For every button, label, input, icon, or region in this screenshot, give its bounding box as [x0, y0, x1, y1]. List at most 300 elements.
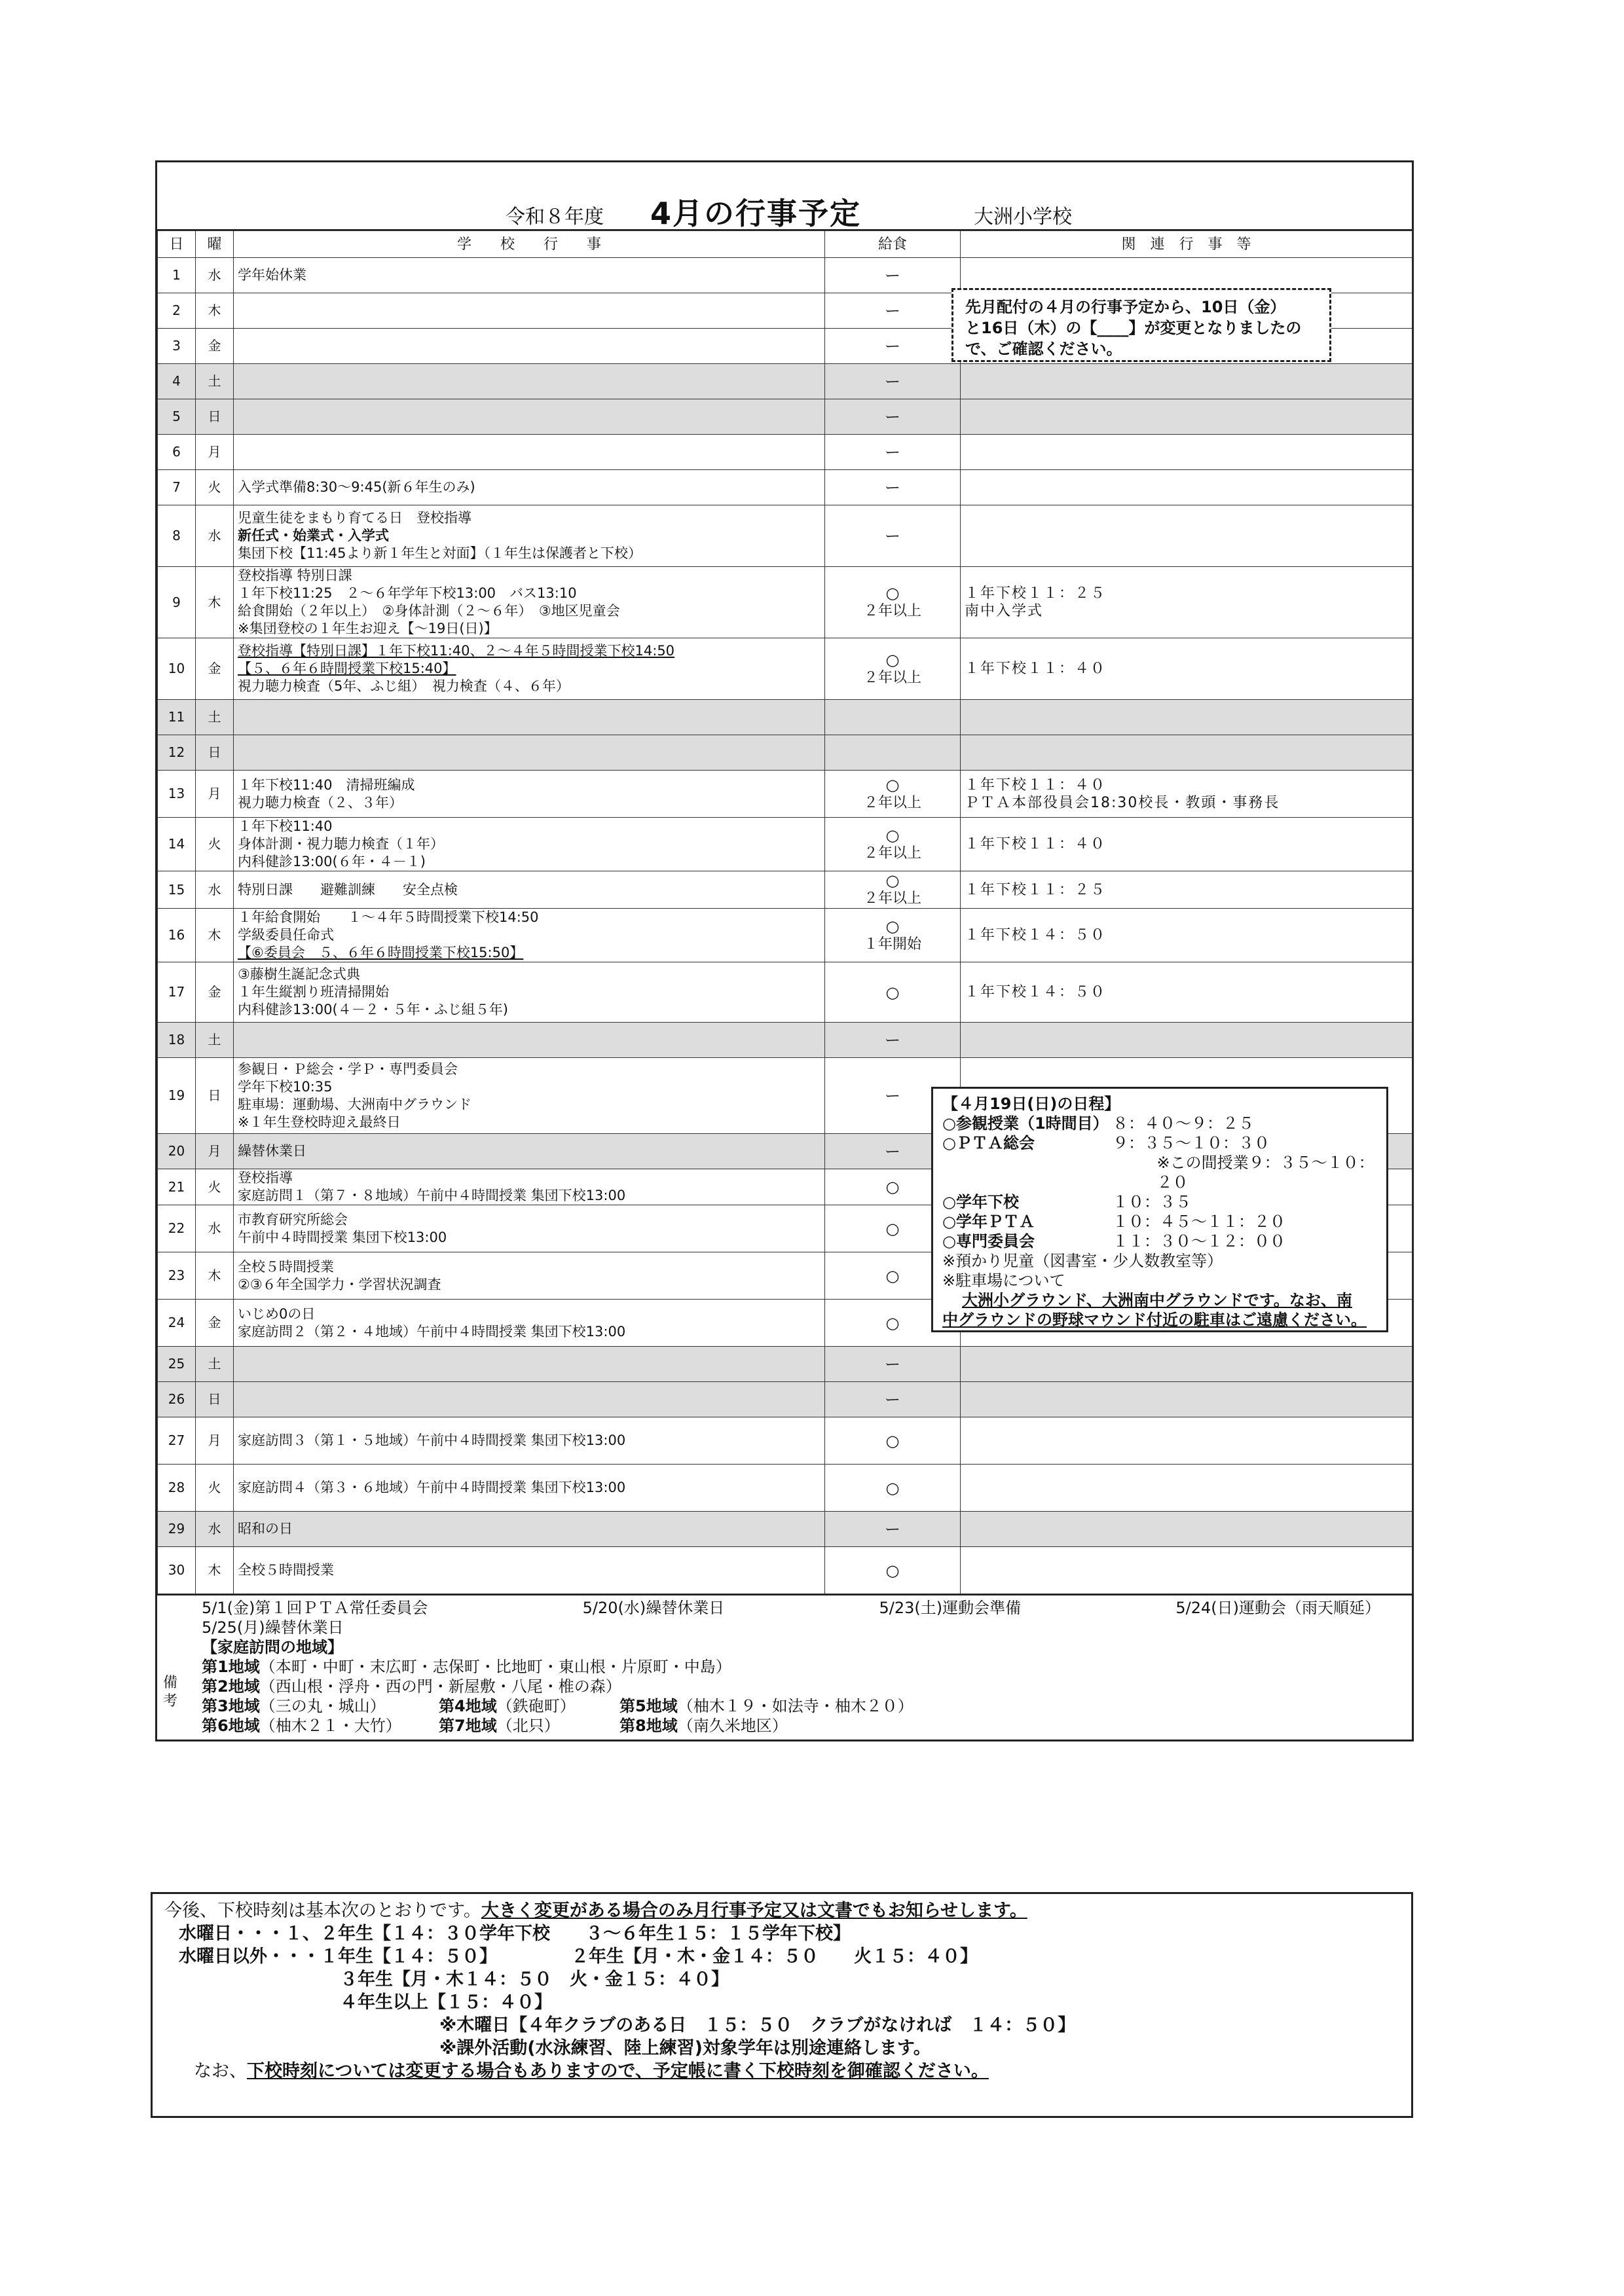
day-cell: 29 — [158, 1512, 196, 1547]
day-cell: 10 — [158, 638, 196, 700]
document-header — [157, 162, 1412, 230]
lunch-mark: ー — [885, 266, 900, 285]
schedule-frame — [155, 160, 1414, 1741]
events-cell — [234, 1205, 825, 1252]
related-cell — [961, 909, 1412, 962]
event-line: 登校指導 特別日課 — [238, 568, 352, 583]
weekday-cell: 土 — [196, 1023, 234, 1058]
schedule-item-time: １０：４５～１１：２０ — [1113, 1212, 1285, 1231]
events-cell — [234, 871, 825, 909]
event-line: １年生縦割り班清掃開始 — [238, 984, 389, 1000]
related-cell — [961, 1547, 1412, 1594]
schedule-item-label: ○専門委員会 — [942, 1232, 1035, 1250]
event-line: 駐車場：運動場、大洲南中グラウンド — [238, 1096, 471, 1112]
events-cell — [234, 638, 825, 700]
weekday-cell: 木 — [196, 293, 234, 329]
day-cell: 9 — [158, 567, 196, 638]
lunch-mark: ○ — [885, 1561, 900, 1580]
event-line: １年下校11:25 ２～６年学年下校13:00 バス13:10 — [238, 585, 577, 601]
area-name: 第5地域 — [619, 1697, 678, 1715]
schedule-item-label: ○学年下校 — [942, 1193, 1019, 1211]
weekday-cell: 火 — [196, 1465, 234, 1512]
events-cell — [234, 1347, 825, 1382]
lunch-cell — [825, 771, 961, 818]
related-cell — [961, 871, 1412, 909]
remark-item: 5/25(月)繰替休業日 — [202, 1618, 344, 1637]
lunch-mark: ー — [885, 1142, 900, 1161]
events-cell — [234, 1417, 825, 1465]
event-line: 給食開始（２年以上） ②身体計測（２～６年） ③地区児童会 — [238, 603, 620, 619]
lunch-cell — [825, 638, 961, 700]
weekday-cell: 水 — [196, 1512, 234, 1547]
school-name: 大洲小学校 — [974, 206, 1072, 228]
schedule-item-label: ○学年ＰＴＡ — [942, 1212, 1035, 1231]
remarks-label: 備考 — [162, 1675, 177, 1709]
closing-prefix: なお、 — [194, 2061, 247, 2081]
lunch-cell — [825, 329, 961, 364]
related-cell — [961, 1512, 1412, 1547]
schedule-box-title: 【４月19日(日)の日程】 — [942, 1095, 1120, 1113]
events-cell — [234, 505, 825, 567]
area-list: （柚木１９・如法寺・柚木２０） — [677, 1697, 913, 1715]
lunch-mark: ー — [885, 443, 900, 462]
event-line: 全校５時間授業 — [238, 1258, 334, 1275]
schedule-item-label — [942, 1153, 1157, 1192]
area-name: 第2地域 — [202, 1677, 260, 1696]
schedule-item — [942, 1114, 1377, 1133]
day-cell: 18 — [158, 1023, 196, 1058]
area-list: （柚木２１・大竹） — [259, 1717, 401, 1735]
table-row — [158, 505, 1412, 567]
lunch-mark: ー — [885, 337, 900, 355]
day-cell: 17 — [158, 962, 196, 1023]
lunch-mark: ○ — [885, 584, 900, 602]
event-line: 昭和の日 — [238, 1521, 293, 1537]
events-cell — [234, 364, 825, 399]
area-name: 第3地域 — [202, 1697, 260, 1715]
schedule-item-label: ○参観授業（1時間目） — [942, 1114, 1109, 1133]
event-line: 特別日課 避難訓練 安全点検 — [238, 881, 458, 898]
events-cell — [234, 435, 825, 470]
table-row — [158, 399, 1412, 435]
change-notice-box — [951, 288, 1331, 362]
weekday-cell: 水 — [196, 871, 234, 909]
related-cell — [961, 1382, 1412, 1417]
event-line: 児童生徒をまもり育てる日 登校指導 — [238, 510, 471, 526]
grade3-times: ３年生【月・木１４：５０ 火・金１５：４０】 — [340, 1969, 729, 1990]
schedule-item-time: ８：４０～９：２５ — [1113, 1114, 1254, 1133]
schedule-item-label: ○ＰＴＡ総会 — [942, 1134, 1035, 1152]
area-list: （南久米地区） — [677, 1717, 788, 1735]
day-cell: 27 — [158, 1417, 196, 1465]
area-name: 第6地域 — [202, 1717, 260, 1735]
event-line: 学年下校10:35 — [238, 1078, 333, 1095]
wednesday-label: 水曜日・・・ — [179, 1923, 285, 1944]
lunch-mark: ー — [885, 1086, 900, 1105]
event-line: 内科健診13:00(６年・４－１) — [238, 854, 426, 869]
related-cell — [961, 818, 1412, 871]
related-cell — [961, 1347, 1412, 1382]
lunch-cell — [825, 435, 961, 470]
weekday-cell: 金 — [196, 962, 234, 1023]
visit-area-title: 【家庭訪問の地域】 — [202, 1638, 343, 1656]
remarks-section — [157, 1594, 1412, 1740]
notice-line: と16日（木）の【____】が変更となりましたの — [965, 319, 1302, 337]
weekday-cell: 土 — [196, 364, 234, 399]
weekday-cell: 水 — [196, 505, 234, 567]
event-line: ※集団登校の１年生お迎え【～19日(日)】 — [238, 621, 498, 636]
related-line: 南中入学式 — [965, 603, 1044, 619]
lunch-cell — [825, 1023, 961, 1058]
event-line: いじめ0の日 — [238, 1305, 316, 1322]
schedule-table — [157, 230, 1412, 1594]
schedule-item — [942, 1231, 1377, 1251]
lunch-mark: ー — [885, 372, 900, 391]
table-row — [158, 1512, 1412, 1547]
day-cell: 30 — [158, 1547, 196, 1594]
table-row — [158, 1465, 1412, 1512]
events-cell — [234, 1547, 825, 1594]
day-cell: 13 — [158, 771, 196, 818]
events-cell — [234, 909, 825, 962]
weekday-cell: 月 — [196, 1134, 234, 1169]
lunch-cell — [825, 293, 961, 329]
event-line: １年給食開始 １～４年５時間授業下校14:50 — [238, 909, 539, 925]
lunch-cell — [825, 364, 961, 399]
lunch-mark: ○ — [885, 871, 900, 890]
grade2-times: ２年生【月・木・金１４：５０ 火１５：４０】 — [571, 1946, 978, 1967]
grade4up-times: ４年生以上【１５：４０】 — [340, 1992, 552, 2013]
day-cell: 12 — [158, 735, 196, 771]
day-cell: 7 — [158, 470, 196, 505]
events-cell — [234, 1465, 825, 1512]
area-name: 第1地域 — [202, 1658, 260, 1676]
col-weekday: 曜 — [196, 231, 234, 258]
schedule-note: ※預かり児童（図書室・少人数教室等） — [942, 1252, 1223, 1270]
related-cell — [961, 1023, 1412, 1058]
day-cell: 11 — [158, 700, 196, 735]
day-cell: 14 — [158, 818, 196, 871]
event-line: １年下校11:40 — [238, 818, 333, 834]
weekday-cell: 月 — [196, 435, 234, 470]
event-line: 視力聴力検査（２、３年） — [238, 794, 403, 811]
related-cell — [961, 505, 1412, 567]
lunch-cell — [825, 1382, 961, 1417]
schedule-item — [942, 1192, 1377, 1212]
lunch-mark: ー — [885, 526, 900, 545]
lunch-mark: ○ — [885, 826, 900, 845]
event-line: 繰替休業日 — [238, 1143, 306, 1159]
weekday-cell: 水 — [196, 258, 234, 293]
related-cell — [961, 435, 1412, 470]
weekday-cell: 日 — [196, 735, 234, 771]
table-row — [158, 909, 1412, 962]
lunch-cell — [825, 258, 961, 293]
table-row — [158, 818, 1412, 871]
table-row — [158, 1382, 1412, 1417]
events-cell — [234, 818, 825, 871]
table-row — [158, 1547, 1412, 1594]
event-line: ※１年生登校時迎え最終日 — [238, 1114, 401, 1130]
dismissal-emphasis: 大きく変更がある場合のみ月行事予定又は文書でもお知らせします。 — [481, 1901, 1027, 1921]
table-row — [158, 1417, 1412, 1465]
events-cell — [234, 1058, 825, 1134]
schedule-item — [942, 1153, 1377, 1192]
related-cell — [961, 1417, 1412, 1465]
lunch-cell — [825, 1512, 961, 1547]
event-line: 家庭訪問２（第２・４地域）午前中４時間授業 集団下校13:00 — [238, 1323, 626, 1339]
area-list: （北只） — [496, 1717, 560, 1735]
dismissal-times-box — [151, 1892, 1413, 2118]
table-row — [158, 638, 1412, 700]
events-cell — [234, 399, 825, 435]
event-line: 参観日・Ｐ総会・学Ｐ・専門委員会 — [238, 1061, 458, 1077]
lunch-mark: ー — [885, 1390, 900, 1409]
lunch-note: ２年以上 — [863, 603, 921, 619]
events-cell — [234, 470, 825, 505]
area-list: （鉄砲町） — [496, 1697, 576, 1715]
area-list: （三の丸・城山） — [259, 1697, 386, 1715]
related-line: １年下校１１：４０ — [965, 661, 1107, 677]
event-line: 登校指導【特別日課】１年下校11:40、２～４年５時間授業下校14:50 — [238, 643, 675, 659]
notice-line: で、ご確認ください。 — [965, 340, 1122, 358]
grade1-times: １年生【１４：５０】 — [320, 1946, 497, 1967]
day-cell: 24 — [158, 1300, 196, 1347]
lunch-cell — [825, 1417, 961, 1465]
closing-note: 下校時刻については変更する場合もありますので、予定帳に書く下校時刻を御確認ください。 — [247, 2061, 989, 2081]
lunch-note: ２年以上 — [863, 890, 921, 907]
event-line: 新任式・始業式・入学式 — [238, 528, 389, 543]
table-row — [158, 735, 1412, 771]
event-line: 登校指導 — [238, 1170, 293, 1186]
event-line: 学級委員任命式 — [238, 927, 334, 943]
table-row — [158, 1347, 1412, 1382]
event-line: 午前中４時間授業 集団下校13:00 — [238, 1229, 447, 1245]
remark-item: 5/23(土)運動会準備 — [879, 1599, 1022, 1617]
day-cell: 16 — [158, 909, 196, 962]
lunch-mark: ー — [885, 478, 900, 497]
table-header-row — [158, 231, 1412, 258]
lunch-cell — [825, 818, 961, 871]
day-cell: 3 — [158, 329, 196, 364]
day-cell: 5 — [158, 399, 196, 435]
lunch-cell — [825, 1547, 961, 1594]
day-cell: 4 — [158, 364, 196, 399]
events-cell — [234, 1023, 825, 1058]
lunch-mark: ○ — [885, 1431, 900, 1450]
wednesday-times: １、２年生【１４：３０学年下校 ３～６年生１５：１５学年下校】 — [285, 1923, 851, 1944]
lunch-mark: ○ — [885, 983, 900, 1002]
lunch-mark: ー — [885, 1355, 900, 1374]
related-line: １年下校１４：５０ — [965, 984, 1107, 1000]
related-cell — [961, 962, 1412, 1023]
lunch-mark: ○ — [885, 1178, 900, 1196]
day-cell: 22 — [158, 1205, 196, 1252]
schedule-items — [942, 1114, 1377, 1251]
events-cell — [234, 1252, 825, 1300]
day-cell: 1 — [158, 258, 196, 293]
events-cell — [234, 1169, 825, 1205]
weekday-cell: 火 — [196, 470, 234, 505]
event-line: 全校５時間授業 — [238, 1562, 334, 1578]
event-line: 集団下校【11:45より新１年生と対面】（１年生は保護者と下校） — [238, 545, 642, 561]
related-cell — [961, 1465, 1412, 1512]
day-cell: 15 — [158, 871, 196, 909]
schedule-item-time: １０：３５ — [1113, 1193, 1191, 1211]
day-cell: 20 — [158, 1134, 196, 1169]
weekday-cell: 木 — [196, 1547, 234, 1594]
area-list: （西山根・浮舟・西の門・新屋敷・八尾・椎の森） — [259, 1677, 621, 1696]
weekday-cell: 金 — [196, 638, 234, 700]
day-cell: 25 — [158, 1347, 196, 1382]
weekday-cell: 土 — [196, 1347, 234, 1382]
col-school-events: 学 校 行 事 — [234, 231, 825, 258]
event-line: 家庭訪問１（第７・８地域）午前中４時間授業 集団下校13:00 — [238, 1188, 626, 1203]
day-cell: 6 — [158, 435, 196, 470]
weekday-cell: 月 — [196, 1417, 234, 1465]
events-cell — [234, 1134, 825, 1169]
weekday-cell: 木 — [196, 1252, 234, 1300]
lunch-cell — [825, 962, 961, 1023]
related-cell — [961, 700, 1412, 735]
lunch-cell — [825, 700, 961, 735]
lunch-mark: ○ — [885, 1219, 900, 1238]
parking-note: 大洲小グラウンド、大洲南中グラウンドです。なお、南 — [962, 1291, 1352, 1309]
events-cell — [234, 1300, 825, 1347]
lunch-cell — [825, 399, 961, 435]
lunch-note: ２年以上 — [863, 845, 921, 862]
lunch-note: １年開始 — [863, 936, 921, 953]
schedule-item-time: ※この間授業９：３５～１０：２０ — [1156, 1154, 1375, 1192]
related-cell — [961, 638, 1412, 700]
other-days-label: 水曜日以外・・・ — [179, 1946, 320, 1967]
event-line: 【⑥委員会 ５、６年６時間授業下校15:50】 — [238, 945, 524, 960]
day-cell: 23 — [158, 1252, 196, 1300]
lunch-note: ２年以上 — [863, 669, 921, 686]
related-line: １年下校１１：４０ — [965, 836, 1107, 852]
weekday-cell: 木 — [196, 909, 234, 962]
schedule-item — [942, 1212, 1377, 1231]
lunch-mark: ○ — [885, 1478, 900, 1497]
lunch-note: ２年以上 — [863, 794, 921, 811]
weekday-cell: 火 — [196, 818, 234, 871]
dismissal-intro: 今後、下校時刻は基本次のとおりです。 — [164, 1901, 481, 1921]
event-line: 学年始休業 — [238, 267, 306, 283]
day-cell: 26 — [158, 1382, 196, 1417]
day-cell: 28 — [158, 1465, 196, 1512]
table-row — [158, 1023, 1412, 1058]
lunch-cell — [825, 567, 961, 638]
event-line: 内科健診13:00(４－２・５年・ふじ組５年) — [238, 1002, 508, 1017]
related-line: ＰＴＡ本部役員会18:30校長・教頭・事務長 — [965, 794, 1280, 811]
parking-note: 中グラウンドの野球マウンド付近の駐車はご遠慮ください。 — [942, 1311, 1367, 1329]
lunch-mark: ー — [885, 1520, 900, 1539]
events-cell — [234, 1382, 825, 1417]
event-line: 市教育研究所総会 — [238, 1211, 348, 1228]
weekday-cell: 水 — [196, 1205, 234, 1252]
events-cell — [234, 700, 825, 735]
table-row — [158, 771, 1412, 818]
remark-item: 5/1(金)第１回ＰＴＡ常任委員会 — [202, 1599, 428, 1617]
weekday-cell: 金 — [196, 329, 234, 364]
area-name: 第7地域 — [439, 1717, 497, 1735]
area-name: 第8地域 — [619, 1717, 678, 1735]
lunch-mark: ○ — [885, 775, 900, 794]
april19-schedule-box — [931, 1087, 1388, 1332]
lunch-mark: ○ — [885, 917, 900, 936]
weekday-cell: 金 — [196, 1300, 234, 1347]
event-line: 家庭訪問３（第１・５地域）午前中４時間授業 集団下校13:00 — [238, 1432, 626, 1448]
weekday-cell: 日 — [196, 1382, 234, 1417]
day-cell: 19 — [158, 1058, 196, 1134]
lunch-cell — [825, 871, 961, 909]
weekday-cell: 火 — [196, 1169, 234, 1205]
related-line: １年下校１１：２５ — [965, 585, 1107, 602]
col-day: 日 — [158, 231, 196, 258]
fiscal-year: 令和８年度 — [506, 206, 604, 228]
remark-item: 5/20(水)繰替休業日 — [582, 1599, 725, 1617]
event-line: ②③６年全国学力・学習状況調査 — [238, 1276, 441, 1292]
related-line: １年下校１１：２５ — [965, 881, 1107, 898]
related-cell — [961, 567, 1412, 638]
schedule-item-time: １１：３０～１２：００ — [1113, 1232, 1285, 1250]
weekday-cell: 月 — [196, 771, 234, 818]
lunch-mark: ○ — [885, 1266, 900, 1285]
lunch-mark: ○ — [885, 650, 900, 669]
event-line: 身体計測・視力聴力検査（１年） — [238, 836, 444, 852]
lunch-mark: ー — [885, 1030, 900, 1049]
thursday-note: ※木曜日【４年クラブのある日 １５：５０ クラブがなければ １４：５０】 — [439, 2015, 1076, 2035]
events-cell — [234, 258, 825, 293]
related-cell — [961, 735, 1412, 771]
day-cell: 8 — [158, 505, 196, 567]
table-row — [158, 962, 1412, 1023]
notice-line: 先月配付の４月の行事予定から、10日（金） — [965, 298, 1286, 316]
event-line: ③藤樹生誕記念式典 — [238, 966, 360, 982]
area-name: 第4地域 — [439, 1697, 497, 1715]
schedule-note: ※駐車場について — [942, 1271, 1065, 1290]
events-cell — [234, 329, 825, 364]
schedule-item-time: ９：３５～１０：３０ — [1113, 1134, 1270, 1152]
lunch-cell — [825, 1347, 961, 1382]
related-line: １年下校１１：４０ — [965, 776, 1107, 793]
weekday-cell: 日 — [196, 1058, 234, 1134]
event-line: 入学式準備8:30～9:45(新６年生のみ) — [238, 479, 475, 495]
table-row — [158, 567, 1412, 638]
weekday-cell: 土 — [196, 700, 234, 735]
club-note: ※課外活動(水泳練習、陸上練習)対象学年は別途連絡します。 — [439, 2038, 931, 2058]
remark-item: 5/24(日)運動会（雨天順延） — [1175, 1599, 1380, 1617]
weekday-cell: 日 — [196, 399, 234, 435]
lunch-mark: ー — [885, 407, 900, 426]
related-line: １年下校１４：５０ — [965, 927, 1107, 943]
event-line: 視力聴力検査（5年、ふじ組） 視力検査（４、６年） — [238, 678, 570, 694]
schedule-rows — [158, 258, 1412, 1594]
day-cell: 2 — [158, 293, 196, 329]
events-cell — [234, 1512, 825, 1547]
related-cell — [961, 364, 1412, 399]
event-line: １年下校11:40 清掃班編成 — [238, 776, 415, 793]
lunch-cell — [825, 505, 961, 567]
events-cell — [234, 962, 825, 1023]
page-title: 4月の行事予定 — [650, 196, 862, 231]
events-cell — [234, 735, 825, 771]
lunch-cell — [825, 470, 961, 505]
area-list: （本町・中町・末広町・志保町・比地町・東山根・片原町・中島） — [259, 1658, 731, 1676]
col-lunch: 給食 — [825, 231, 961, 258]
table-row — [158, 871, 1412, 909]
schedule-item — [942, 1133, 1377, 1153]
